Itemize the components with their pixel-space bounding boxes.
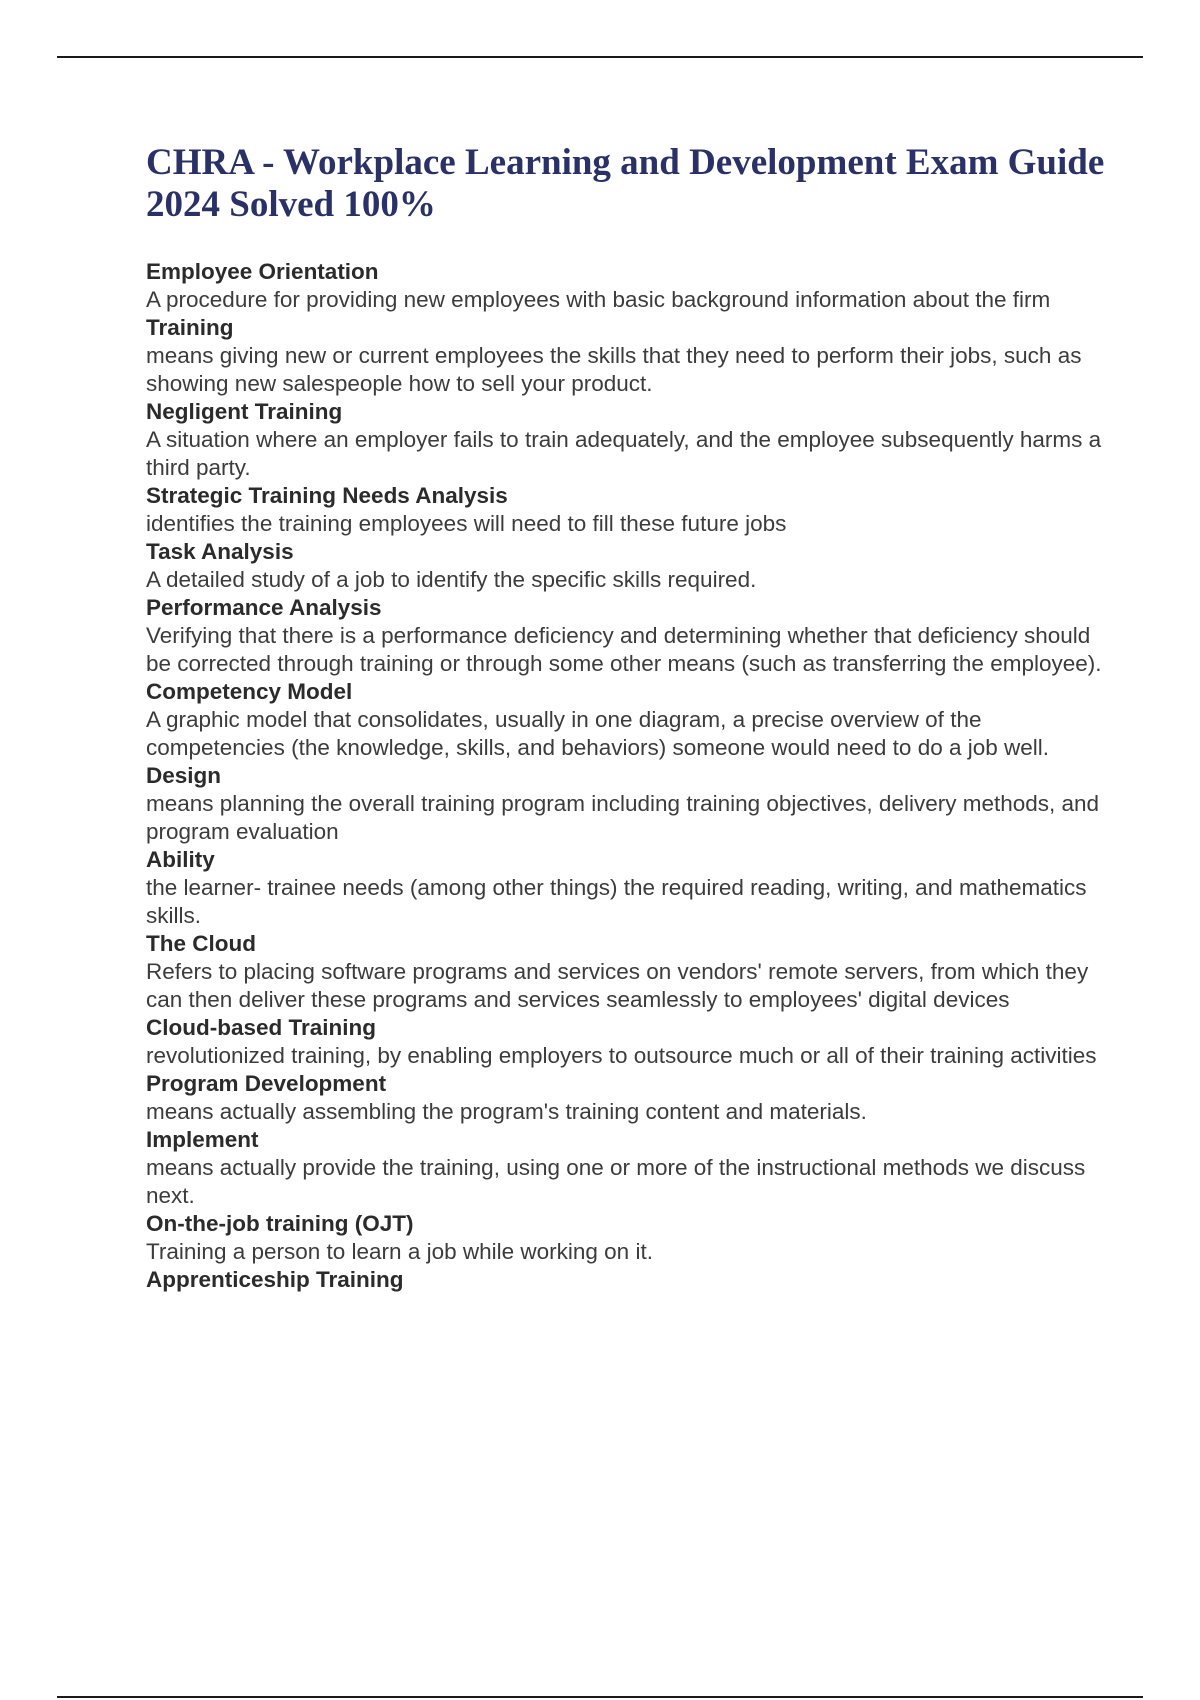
- glossary-entry: [146, 1126, 1106, 1210]
- entry-definition: the learner- trainee needs (among other things) the required reading, writing, and mathematics skills.: [146, 875, 1087, 928]
- glossary-entry: [146, 678, 1106, 762]
- entry-term: On-the-job training (OJT): [146, 1211, 414, 1236]
- entry-definition: identifies the training employees will need to fill these future jobs: [146, 511, 787, 536]
- glossary-entry: [146, 314, 1106, 398]
- glossary-entry: [146, 846, 1106, 930]
- entry-definition: A detailed study of a job to identify the specific skills required.: [146, 567, 757, 592]
- glossary-entry: [146, 538, 1106, 594]
- entry-term: Implement: [146, 1127, 259, 1152]
- entry-term: Employee Orientation: [146, 259, 379, 284]
- entry-term: Ability: [146, 847, 215, 872]
- entry-definition: Refers to placing software programs and services on vendors' remote servers, from which they can then deliver these programs and services seamlessly to employees' digital devices: [146, 959, 1089, 1012]
- glossary-entry: [146, 482, 1106, 538]
- entry-term: Negligent Training: [146, 399, 343, 424]
- glossary-entry: [146, 1210, 1106, 1266]
- entry-definition: revolutionized training, by enabling employers to outsource much or all of their training activities: [146, 1043, 1097, 1068]
- entry-term: Competency Model: [146, 679, 353, 704]
- glossary-entry: [146, 594, 1106, 678]
- glossary-entry: [146, 930, 1106, 1014]
- glossary-entry: [146, 1070, 1106, 1126]
- glossary-entry: [146, 762, 1106, 846]
- entry-term: Program Development: [146, 1071, 387, 1096]
- entry-term: Cloud-based Training: [146, 1015, 377, 1040]
- entry-definition: Training a person to learn a job while working on it.: [146, 1239, 653, 1264]
- entry-term: Training: [146, 315, 234, 340]
- entry-term: Task Analysis: [146, 539, 294, 564]
- glossary-entry: [146, 1266, 1106, 1294]
- glossary-list: [146, 258, 1106, 1294]
- entry-definition: A situation where an employer fails to train adequately, and the employee subsequently harms a third party.: [146, 427, 1102, 480]
- entry-term: Design: [146, 763, 222, 788]
- entry-definition: means giving new or current employees the skills that they need to perform their jobs, such as showing new salespeople how to sell your product.: [146, 343, 1082, 396]
- entry-term: Apprenticeship Training: [146, 1267, 404, 1292]
- glossary-entry: [146, 398, 1106, 482]
- document-title: CHRA - Workplace Learning and Development Exam Guide 2024 Solved 100%: [146, 142, 1105, 225]
- entry-term: The Cloud: [146, 931, 256, 956]
- entry-term: Performance Analysis: [146, 595, 382, 620]
- entry-term: Strategic Training Needs Analysis: [146, 483, 508, 508]
- entry-definition: means actually provide the training, using one or more of the instructional methods we discuss next.: [146, 1155, 1086, 1208]
- entry-definition: A graphic model that consolidates, usually in one diagram, a precise overview of the competencies (the knowledge, skills, and behaviors) someone would need to do a job well.: [146, 707, 1050, 760]
- glossary-entry: [146, 1014, 1106, 1070]
- entry-definition: Verifying that there is a performance deficiency and determining whether that deficiency should be corrected through training or through some other means (such as transferring the employee).: [146, 623, 1102, 676]
- entry-definition: A procedure for providing new employees with basic background information about the firm: [146, 287, 1051, 312]
- entry-definition: means planning the overall training program including training objectives, delivery methods, and program evaluation: [146, 791, 1100, 844]
- bottom-divider: [57, 1696, 1143, 1698]
- glossary-entry: [146, 258, 1106, 314]
- top-divider: [57, 56, 1143, 58]
- entry-definition: means actually assembling the program's training content and materials.: [146, 1099, 867, 1124]
